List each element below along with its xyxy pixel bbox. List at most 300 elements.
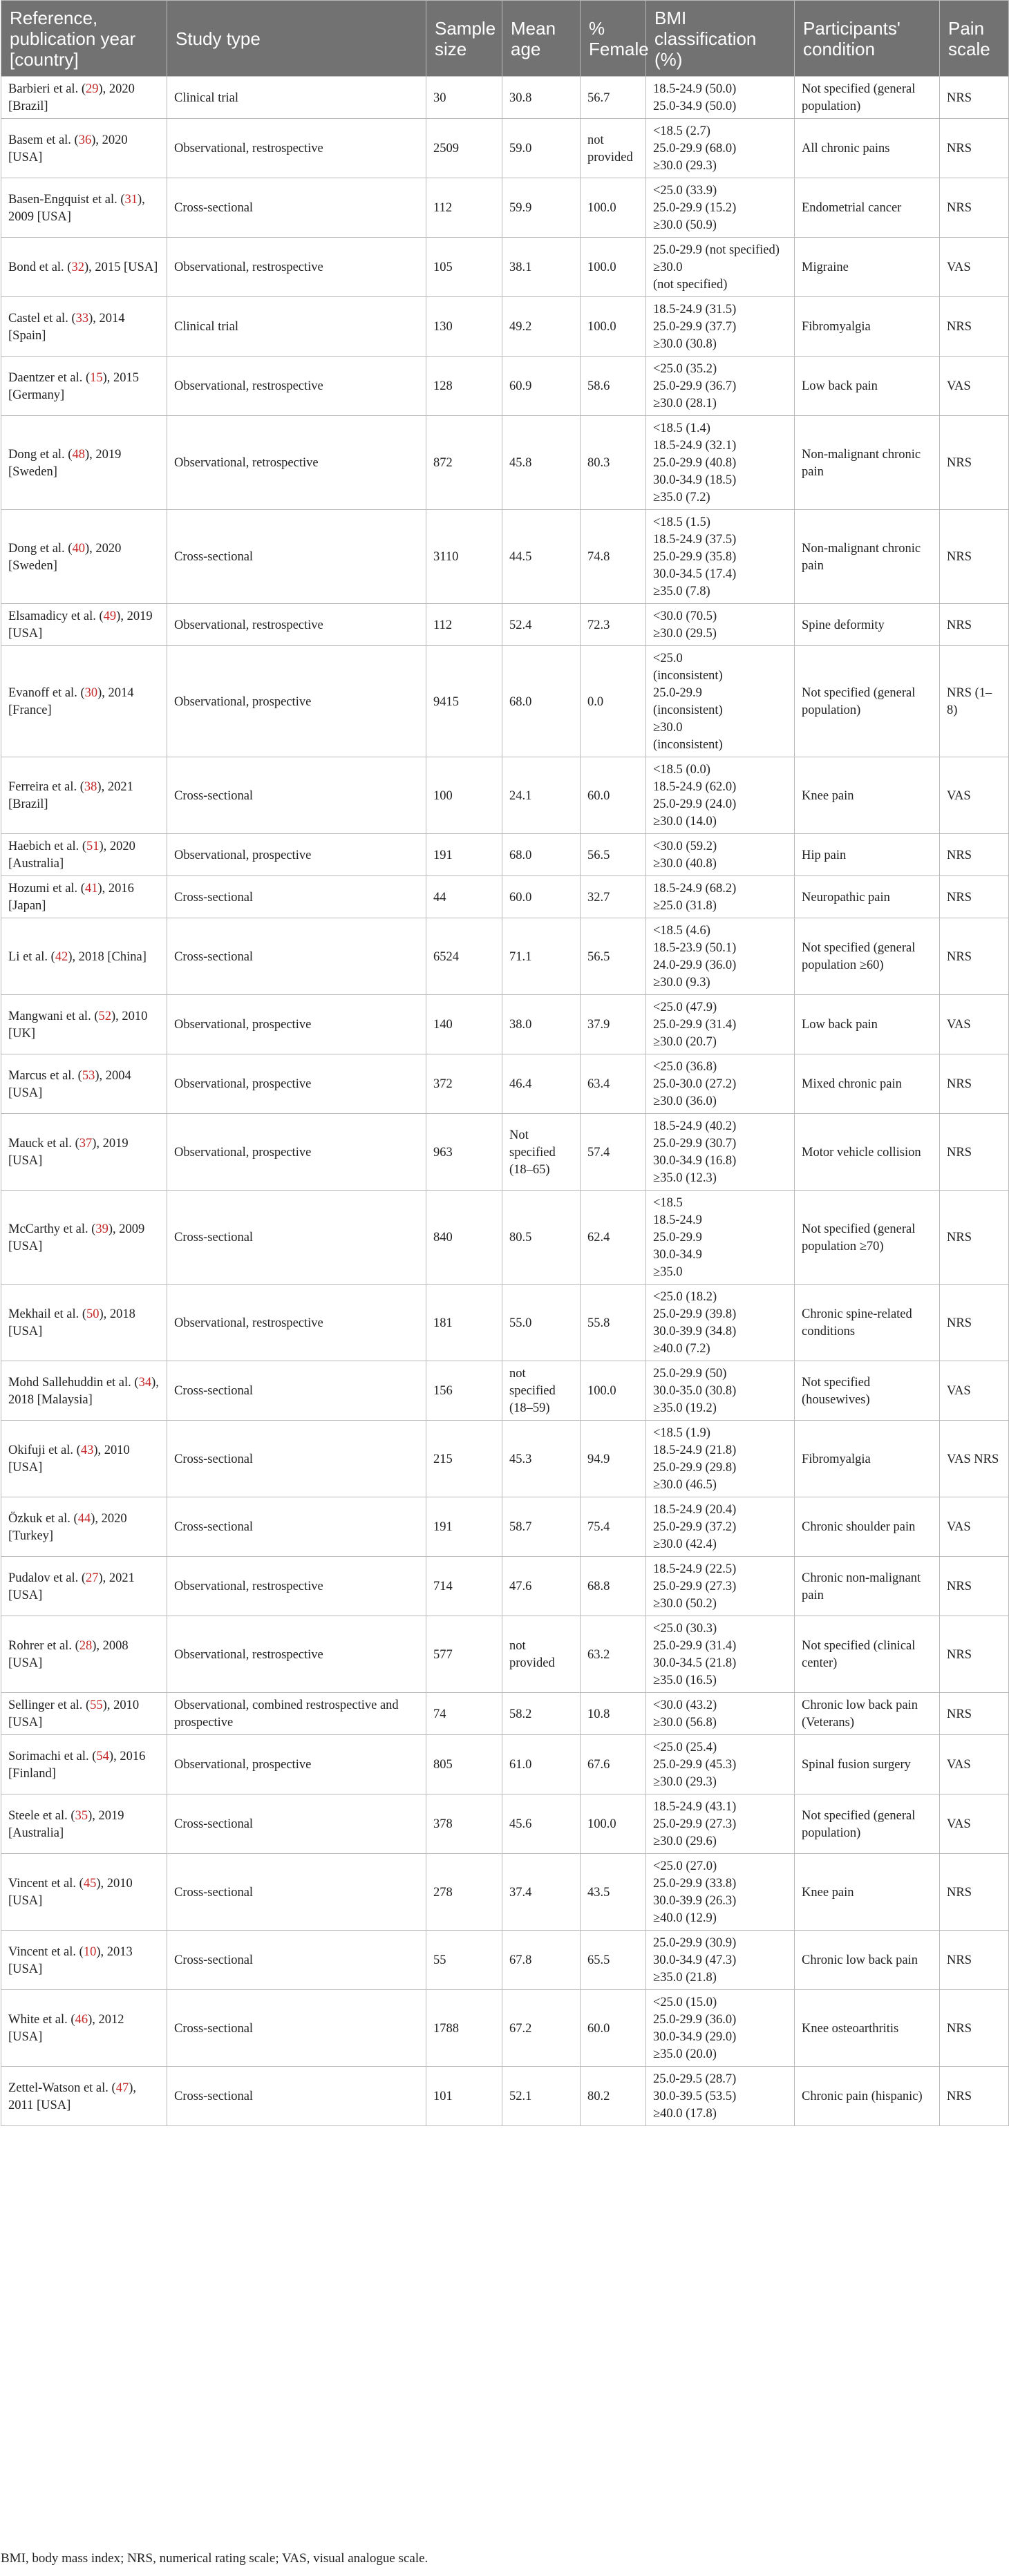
bmi-line: 25.0-29.9 (36.0) — [653, 2013, 737, 2027]
bmi-line: 25.0-29.9 (31.4) — [653, 1639, 737, 1653]
female-cell: 100.0 — [581, 1794, 646, 1854]
reference-text: Dong et al. ( — [8, 447, 73, 462]
reference-year-country: ), 2016 [Finland] — [8, 1749, 146, 1781]
bmi-cell — [646, 604, 795, 646]
pain-scale-cell: NRS — [940, 1191, 1009, 1285]
table-row — [1, 1557, 1009, 1616]
condition-cell: Chronic spine-related conditions — [795, 1285, 940, 1361]
reference-year-country: ), 2011 [USA] — [8, 2081, 136, 2112]
sample-size-cell: 3110 — [426, 510, 502, 604]
bmi-line: 18.5-24.9 (37.5) — [653, 533, 737, 547]
bmi-line: ≥30.0 (14.0) — [653, 815, 717, 828]
bmi-line: 25.0-29.9 (15.2) — [653, 201, 737, 215]
table-row — [1, 1421, 1009, 1497]
sample-size-cell: 378 — [426, 1794, 502, 1854]
sample-size-cell: 6524 — [426, 918, 502, 995]
condition-cell: Not specified (general population ≥60) — [795, 918, 940, 995]
mean-age-cell: 45.8 — [502, 416, 581, 510]
sample-size-cell: 105 — [426, 238, 502, 297]
bmi-line: 30.0-35.0 (30.8) — [653, 1384, 737, 1398]
bmi-line: ≥35.0 (7.2) — [653, 491, 710, 504]
reference-year-country: ), 2010 [USA] — [8, 1877, 133, 1908]
female-cell: 56.7 — [581, 77, 646, 119]
reference-cell — [1, 1421, 167, 1497]
bmi-cell — [646, 1794, 795, 1854]
reference-text: Vincent et al. ( — [8, 1877, 84, 1891]
pain-scale-cell: VAS NRS — [940, 1421, 1009, 1497]
study-type-cell: Observational, restrospective — [167, 357, 426, 416]
condition-cell: Knee pain — [795, 1854, 940, 1931]
bmi-line: (inconsistent) — [653, 738, 723, 752]
female-cell: 10.8 — [581, 1693, 646, 1735]
bmi-cell — [646, 1735, 795, 1794]
mean-age-cell: 47.6 — [502, 1557, 581, 1616]
citation-link[interactable]: 55 — [90, 1698, 103, 1712]
study-type-cell: Cross-sectional — [167, 1497, 426, 1557]
reference-text: Mauck et al. ( — [8, 1137, 79, 1150]
reference-text: Özkuk et al. ( — [8, 1511, 78, 1526]
bmi-line: ≥30.0 (50.9) — [653, 218, 717, 232]
table-row — [1, 510, 1009, 604]
sample-size-cell: 714 — [426, 1557, 502, 1616]
bmi-line: 25.0-29.9 (24.0) — [653, 797, 737, 811]
sample-size-cell: 372 — [426, 1054, 502, 1114]
table-row — [1, 1114, 1009, 1191]
bmi-line: 25.0-29.9 (37.7) — [653, 320, 737, 334]
bmi-cell — [646, 1497, 795, 1557]
table-row — [1, 1497, 1009, 1557]
bmi-line: <25.0 (15.0) — [653, 1996, 717, 2009]
bmi-cell — [646, 757, 795, 834]
bmi-line: 30.0-34.5 (17.4) — [653, 567, 737, 581]
study-type-cell: Cross-sectional — [167, 1421, 426, 1497]
table-row — [1, 1794, 1009, 1854]
female-cell: 56.5 — [581, 834, 646, 876]
bmi-line: ≥30.0 (9.3) — [653, 976, 710, 989]
reference-cell — [1, 357, 167, 416]
bmi-line: ≥30.0 (50.2) — [653, 1597, 717, 1611]
study-type-cell: Cross-sectional — [167, 1854, 426, 1931]
citation-link[interactable]: 54 — [96, 1749, 109, 1763]
bmi-line: ≥30.0 (20.7) — [653, 1035, 717, 1049]
mean-age-cell: 68.0 — [502, 834, 581, 876]
reference-cell — [1, 1361, 167, 1421]
pain-scale-cell: VAS — [940, 757, 1009, 834]
citation-link[interactable]: 38 — [84, 780, 97, 794]
reference-cell — [1, 604, 167, 646]
citation-link[interactable]: 30 — [84, 686, 98, 700]
reference-text: White et al. ( — [8, 2013, 75, 2027]
header-mean-age: Mean age — [502, 1, 581, 77]
mean-age-cell: 55.0 — [502, 1285, 581, 1361]
bmi-line: ≥30.0 (29.6) — [653, 1835, 717, 1848]
sample-size-cell: 30 — [426, 77, 502, 119]
female-cell: 100.0 — [581, 178, 646, 238]
bmi-cell — [646, 1114, 795, 1191]
reference-year-country: ), 2010 [UK] — [8, 1009, 148, 1041]
sample-size-cell: 1788 — [426, 1990, 502, 2067]
study-type-cell: Observational, restrospective — [167, 604, 426, 646]
mean-age-cell: 49.2 — [502, 297, 581, 357]
table-row — [1, 1990, 1009, 2067]
citation-link[interactable]: 45 — [83, 1877, 97, 1891]
female-cell: 80.2 — [581, 2067, 646, 2126]
pain-scale-cell: NRS — [940, 604, 1009, 646]
condition-cell: Migraine — [795, 238, 940, 297]
reference-year-country: ), 2021 [USA] — [8, 1571, 135, 1602]
bmi-line: ≥30.0 (36.0) — [653, 1095, 717, 1108]
study-type-cell: Observational, restrospective — [167, 1557, 426, 1616]
study-type-cell: Cross-sectional — [167, 1931, 426, 1990]
citation-link[interactable]: 27 — [86, 1571, 99, 1585]
table-row — [1, 77, 1009, 119]
bmi-line: 18.5-24.9 (31.5) — [653, 303, 737, 316]
table-row — [1, 2067, 1009, 2126]
citation-link[interactable]: 47 — [115, 2081, 129, 2095]
mean-age-cell: Not specified (18–65) — [502, 1114, 581, 1191]
bmi-line: 25.0-29.9 (33.8) — [653, 1877, 737, 1891]
pain-scale-cell: VAS — [940, 1497, 1009, 1557]
citation-link[interactable]: 33 — [75, 311, 89, 325]
reference-text: Barbieri et al. ( — [8, 82, 86, 96]
reference-year-country: ), 2019 [USA] — [8, 1137, 129, 1168]
bmi-line: ≥30.0 (56.8) — [653, 1716, 717, 1730]
bmi-line: <18.5 — [653, 1196, 683, 1210]
reference-year-country: ), 2015 [USA] — [84, 261, 158, 274]
pain-scale-cell: VAS — [940, 238, 1009, 297]
condition-cell: Fibromyalgia — [795, 1421, 940, 1497]
study-type-cell: Observational, restrospective — [167, 1616, 426, 1693]
bmi-cell — [646, 297, 795, 357]
bmi-cell — [646, 646, 795, 757]
condition-cell: Fibromyalgia — [795, 297, 940, 357]
bmi-line: ≥35.0 (21.8) — [653, 1971, 717, 1985]
bmi-line: 25.0-29.5 (28.7) — [653, 2072, 737, 2086]
bmi-line: 25.0-29.9 (27.3) — [653, 1580, 737, 1593]
bmi-line: 30.0-34.9 — [653, 1248, 702, 1262]
bmi-cell — [646, 238, 795, 297]
pain-scale-cell: NRS — [940, 1114, 1009, 1191]
study-type-cell: Observational, restrospective — [167, 238, 426, 297]
mean-age-cell: 38.0 — [502, 995, 581, 1054]
bmi-line: 30.0-39.9 (26.3) — [653, 1894, 737, 1908]
study-type-cell: Cross-sectional — [167, 918, 426, 995]
bmi-line: <18.5 (2.7) — [653, 124, 710, 138]
header-condition: Participants' condition — [795, 1, 940, 77]
bmi-cell — [646, 2067, 795, 2126]
female-cell: 57.4 — [581, 1114, 646, 1191]
pain-scale-cell: VAS — [940, 1794, 1009, 1854]
citation-link[interactable]: 32 — [71, 261, 84, 274]
citation-link[interactable]: 50 — [86, 1307, 100, 1321]
reference-text: Basem et al. ( — [8, 133, 79, 147]
citation-link[interactable]: 52 — [98, 1009, 111, 1023]
sample-size-cell: 191 — [426, 1497, 502, 1557]
citation-link[interactable]: 37 — [79, 1137, 93, 1150]
reference-cell — [1, 834, 167, 876]
study-type-cell: Observational, prospective — [167, 995, 426, 1054]
reference-cell — [1, 1794, 167, 1854]
reference-cell — [1, 238, 167, 297]
female-cell: 32.7 — [581, 876, 646, 918]
reference-cell — [1, 510, 167, 604]
condition-cell: Not specified (general population) — [795, 1794, 940, 1854]
bmi-line: 30.0-34.9 (16.8) — [653, 1154, 737, 1168]
bmi-line: <25.0 (27.0) — [653, 1859, 717, 1873]
condition-cell: Neuropathic pain — [795, 876, 940, 918]
table-row — [1, 1191, 1009, 1285]
bmi-line: 25.0-29.9 (39.8) — [653, 1307, 737, 1321]
pain-scale-cell: NRS — [940, 918, 1009, 995]
citation-link[interactable]: 43 — [80, 1443, 94, 1457]
citation-link[interactable]: 40 — [72, 541, 85, 556]
study-type-cell: Cross-sectional — [167, 178, 426, 238]
reference-text: Marcus et al. ( — [8, 1068, 82, 1083]
reference-cell — [1, 1693, 167, 1735]
study-type-cell: Cross-sectional — [167, 2067, 426, 2126]
reference-text: Bond et al. ( — [8, 261, 72, 274]
reference-text: Steele et al. ( — [8, 1808, 75, 1823]
female-cell: 67.6 — [581, 1735, 646, 1794]
reference-text: Mohd Sallehuddin et al. ( — [8, 1375, 139, 1390]
bmi-cell — [646, 876, 795, 918]
female-cell: 80.3 — [581, 416, 646, 510]
mean-age-cell: 30.8 — [502, 77, 581, 119]
bmi-cell — [646, 1693, 795, 1735]
header-bmi: BMI classification (%) — [646, 1, 795, 77]
mean-age-cell: 60.9 — [502, 357, 581, 416]
reference-cell — [1, 646, 167, 757]
condition-cell: Not specified (general population) — [795, 646, 940, 757]
female-cell: 0.0 — [581, 646, 646, 757]
reference-text: Castel et al. ( — [8, 311, 76, 325]
citation-link[interactable]: 44 — [77, 1511, 91, 1526]
sample-size-cell: 130 — [426, 297, 502, 357]
reference-cell — [1, 1054, 167, 1114]
reference-year-country: ), 2020 [USA] — [8, 133, 128, 164]
mean-age-cell: 45.3 — [502, 1421, 581, 1497]
reference-text: Li et al. ( — [8, 949, 55, 964]
reference-year-country: ), 2019 [USA] — [8, 609, 153, 641]
reference-text: Pudalov et al. ( — [8, 1571, 86, 1585]
bmi-line: ≥30.0 (42.4) — [653, 1537, 717, 1551]
bmi-line: 18.5-24.9 (21.8) — [653, 1443, 737, 1457]
table-row — [1, 1361, 1009, 1421]
citation-link[interactable]: 15 — [90, 370, 103, 385]
pain-scale-cell: NRS — [940, 1990, 1009, 2067]
female-cell: 100.0 — [581, 1361, 646, 1421]
reference-year-country: ), 2021 [Brazil] — [8, 780, 133, 811]
female-cell: 75.4 — [581, 1497, 646, 1557]
bmi-line: <25.0 (35.2) — [653, 362, 717, 376]
reference-cell — [1, 1854, 167, 1931]
bmi-line: <30.0 (43.2) — [653, 1698, 717, 1712]
citation-link[interactable]: 28 — [79, 1639, 93, 1653]
study-type-cell: Observational, prospective — [167, 646, 426, 757]
female-cell: 68.8 — [581, 1557, 646, 1616]
table-row — [1, 876, 1009, 918]
study-type-cell: Observational, prospective — [167, 1054, 426, 1114]
study-type-cell: Cross-sectional — [167, 1794, 426, 1854]
bmi-line: ≥30.0 (46.5) — [653, 1478, 717, 1492]
condition-cell: Not specified (general population ≥70) — [795, 1191, 940, 1285]
header-row — [1, 1, 1009, 77]
bmi-line: 25.0-29.9 (37.2) — [653, 1520, 737, 1534]
female-cell: 74.8 — [581, 510, 646, 604]
bmi-cell — [646, 1421, 795, 1497]
condition-cell: Chronic low back pain — [795, 1931, 940, 1990]
pain-scale-cell: NRS — [940, 297, 1009, 357]
mean-age-cell: 38.1 — [502, 238, 581, 297]
bmi-line: 25.0-29.9 (50) — [653, 1367, 727, 1381]
bmi-line: ≥35.0 (7.8) — [653, 585, 710, 598]
sample-size-cell: 112 — [426, 178, 502, 238]
reference-cell — [1, 297, 167, 357]
reference-year-country: ), 2018 [Malaysia] — [8, 1375, 159, 1407]
bmi-line: <18.5 (1.5) — [653, 515, 710, 529]
bmi-cell — [646, 119, 795, 178]
pain-scale-cell: NRS — [940, 2067, 1009, 2126]
reference-cell — [1, 77, 167, 119]
condition-cell: Not specified (clinical center) — [795, 1616, 940, 1693]
bmi-line: <25.0 (36.8) — [653, 1060, 717, 1074]
bmi-line: <30.0 (70.5) — [653, 609, 717, 623]
table-row — [1, 918, 1009, 995]
reference-cell — [1, 1557, 167, 1616]
bmi-line: 18.5-23.9 (50.1) — [653, 941, 737, 955]
citation-link[interactable]: 34 — [138, 1375, 152, 1390]
reference-cell — [1, 757, 167, 834]
sample-size-cell: 963 — [426, 1114, 502, 1191]
header-pain-scale: Pain scale — [940, 1, 1009, 77]
study-type-cell: Observational, restrospective — [167, 1285, 426, 1361]
table-row — [1, 604, 1009, 646]
bmi-line: <25.0 (33.9) — [653, 184, 717, 198]
bmi-line: <18.5 (1.4) — [653, 422, 710, 435]
reference-year-country: ), 2020 [Turkey] — [8, 1511, 127, 1543]
pain-scale-cell: NRS — [940, 1693, 1009, 1735]
reference-text: Mekhail et al. ( — [8, 1307, 87, 1321]
bmi-cell — [646, 1361, 795, 1421]
bmi-line: ≥30.0 (40.8) — [653, 857, 717, 871]
bmi-cell — [646, 834, 795, 876]
bmi-line: ≥35.0 (12.3) — [653, 1171, 717, 1185]
study-type-cell: Cross-sectional — [167, 1191, 426, 1285]
sample-size-cell: 112 — [426, 604, 502, 646]
bmi-line: 18.5-24.9 (68.2) — [653, 882, 737, 896]
reference-year-country: ), 2019 [Sweden] — [8, 447, 122, 479]
citation-link[interactable]: 29 — [85, 82, 99, 96]
pain-scale-cell: NRS — [940, 1854, 1009, 1931]
citation-link[interactable]: 53 — [82, 1068, 95, 1083]
bmi-line: 25.0-29.9 (68.0) — [653, 142, 737, 155]
bmi-line: 18.5-24.9 (50.0) — [653, 82, 737, 96]
bmi-line: 30.0-34.9 (47.3) — [653, 1953, 737, 1967]
bmi-line: 30.0-34.9 (29.0) — [653, 2030, 737, 2044]
sample-size-cell: 44 — [426, 876, 502, 918]
reference-year-country: ), 2014 [Spain] — [8, 311, 125, 343]
table-row — [1, 1285, 1009, 1361]
pain-scale-cell: NRS — [940, 834, 1009, 876]
bmi-line: ≥30.0 (29.3) — [653, 159, 717, 173]
citation-link[interactable]: 41 — [84, 882, 98, 896]
header-study-type: Study type — [167, 1, 426, 77]
pain-scale-cell: NRS — [940, 1616, 1009, 1693]
bmi-line: 30.0-39.5 (53.5) — [653, 2090, 737, 2103]
header-reference: Reference, publication year [country] — [1, 1, 167, 77]
study-type-cell: Clinical trial — [167, 297, 426, 357]
citation-link[interactable]: 36 — [78, 133, 92, 147]
reference-text: Haebich et al. ( — [8, 840, 86, 853]
mean-age-cell: 52.4 — [502, 604, 581, 646]
citation-link[interactable]: 35 — [75, 1808, 88, 1823]
bmi-line: ≥35.0 (19.2) — [653, 1401, 717, 1415]
citation-link[interactable]: 51 — [86, 840, 100, 853]
female-cell: 62.4 — [581, 1191, 646, 1285]
sample-size-cell: 181 — [426, 1285, 502, 1361]
study-type-cell: Cross-sectional — [167, 510, 426, 604]
table-row — [1, 238, 1009, 297]
table-row — [1, 757, 1009, 834]
table-row — [1, 297, 1009, 357]
citation-link[interactable]: 42 — [55, 949, 68, 964]
bmi-line: <25.0 — [653, 652, 683, 665]
female-cell: 43.5 — [581, 1854, 646, 1931]
condition-cell: Endometrial cancer — [795, 178, 940, 238]
bmi-line: ≥30.0 — [653, 261, 683, 274]
study-type-cell: Observational, prospective — [167, 1114, 426, 1191]
table-row — [1, 416, 1009, 510]
mean-age-cell: 52.1 — [502, 2067, 581, 2126]
pain-scale-cell: NRS (1–8) — [940, 646, 1009, 757]
sample-size-cell: 140 — [426, 995, 502, 1054]
citation-link[interactable]: 46 — [75, 2013, 88, 2027]
sample-size-cell: 100 — [426, 757, 502, 834]
reference-year-country: ), 2009 [USA] — [8, 192, 145, 224]
bmi-line: 30.0-34.5 (21.8) — [653, 1656, 737, 1670]
sample-size-cell: 215 — [426, 1421, 502, 1497]
condition-cell: Motor vehicle collision — [795, 1114, 940, 1191]
sample-size-cell: 872 — [426, 416, 502, 510]
mean-age-cell: 59.9 — [502, 178, 581, 238]
mean-age-cell: 67.2 — [502, 1990, 581, 2067]
condition-cell: Spinal fusion surgery — [795, 1735, 940, 1794]
bmi-cell — [646, 1931, 795, 1990]
citation-link[interactable]: 31 — [124, 192, 138, 207]
citation-link[interactable]: 48 — [72, 447, 85, 462]
citation-link[interactable]: 39 — [95, 1222, 109, 1236]
citation-link[interactable]: 49 — [103, 609, 117, 623]
bmi-line: ≥35.0 (20.0) — [653, 2047, 717, 2061]
bmi-line: <25.0 (25.4) — [653, 1741, 717, 1754]
study-type-cell: Cross-sectional — [167, 1361, 426, 1421]
table-row — [1, 834, 1009, 876]
study-type-cell: Observational, restrospective — [167, 119, 426, 178]
table-row — [1, 357, 1009, 416]
study-type-cell: Observational, combined restrospective and prospective — [167, 1693, 426, 1735]
mean-age-cell: 46.4 — [502, 1054, 581, 1114]
reference-cell — [1, 2067, 167, 2126]
pain-scale-cell: VAS — [940, 995, 1009, 1054]
study-type-cell: Observational, retrospective — [167, 416, 426, 510]
bmi-line: ≥40.0 (7.2) — [653, 1342, 710, 1356]
bmi-line: <18.5 (1.9) — [653, 1426, 710, 1440]
citation-link[interactable]: 10 — [83, 1944, 97, 1959]
bmi-cell — [646, 1557, 795, 1616]
mean-age-cell: 24.1 — [502, 757, 581, 834]
condition-cell: Not specified (housewives) — [795, 1361, 940, 1421]
table-row — [1, 119, 1009, 178]
